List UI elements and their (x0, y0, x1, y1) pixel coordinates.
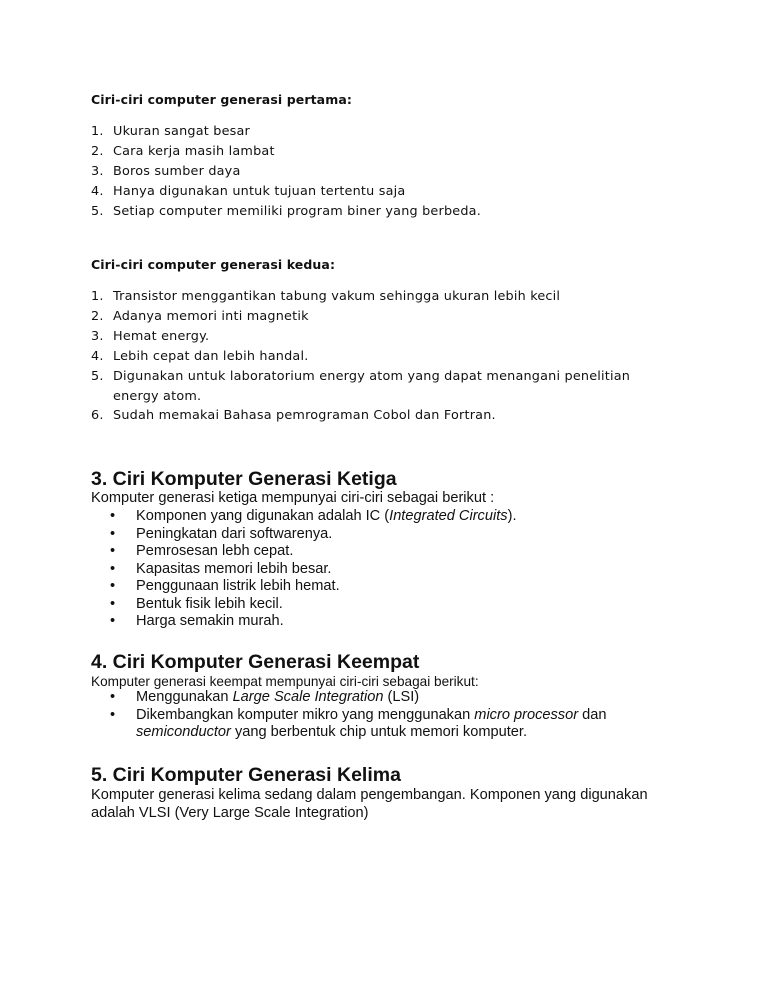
gen5-text: Komputer generasi kelima sedang dalam pengembangan. Komponen yang digunakan adalah VLSI (Very Large Scale Integration) (91, 787, 648, 821)
gen2-list (91, 287, 673, 426)
gen3-list (110, 508, 517, 631)
list-item: 2. Adanya memori inti magnetik (91, 309, 309, 324)
list-item: 2. Cara kerja masih lambat (91, 144, 275, 159)
gen4-title: 4. Ciri Komputer Generasi Keempat (91, 651, 420, 673)
gen4-list (110, 689, 656, 742)
gen4-intro: Komputer generasi keempat mempunyai ciri-ciri sebagai berikut: (91, 674, 479, 689)
list-item: • Penggunaan listrik lebih hemat. (110, 578, 340, 594)
list-item: 4. Hanya digunakan untuk tujuan tertentu saja (91, 184, 406, 199)
list-item: 1. Transistor menggantikan tabung vakum sehingga ukuran lebih kecil (91, 289, 561, 304)
list-item: • Peningkatan dari softwarenya. (110, 525, 333, 542)
list-item: 1. Ukuran sangat besar (91, 124, 251, 139)
list-item: 5. Setiap computer memiliki program biner yang berbeda. (91, 204, 481, 219)
list-item: • Bentuk fisik lebih kecil. (110, 595, 283, 612)
gen1-heading: Ciri-ciri computer generasi pertama: (91, 92, 352, 107)
gen3-title: 3. Ciri Komputer Generasi Ketiga (91, 468, 397, 490)
list-item: 6. Sudah memakai Bahasa pemrograman Cobol dan Fortran. (91, 408, 496, 423)
list-item: 3. Hemat energy. (91, 329, 210, 344)
gen3-intro: Komputer generasi ketiga mempunyai ciri-ciri sebagai berikut : (91, 490, 495, 506)
list-item: • Kapasitas memori lebih besar. (110, 560, 332, 577)
list-item: • Dikembangkan komputer mikro yang menggunakan micro processor dan semiconductor yang berbentuk chip untuk memori komputer. (110, 706, 607, 740)
list-item: 5. Digunakan untuk laboratorium energy atom yang dapat menangani penelitian energy atom. (91, 369, 631, 404)
gen5-title: 5. Ciri Komputer Generasi Kelima (91, 764, 401, 786)
gen1-list (91, 122, 481, 222)
list-item: • Komponen yang digunakan adalah IC (Integrated Circuits). (110, 508, 517, 524)
gen2-heading: Ciri-ciri computer generasi kedua: (91, 257, 336, 272)
list-item: 3. Boros sumber daya (91, 164, 241, 179)
list-item: 4. Lebih cepat dan lebih handal. (91, 349, 309, 364)
list-item: • Menggunakan Large Scale Integration (LSI) (110, 689, 420, 705)
list-item: • Harga semakin murah. (110, 613, 284, 629)
list-item: • Pemrosesan lebh cepat. (110, 543, 294, 559)
